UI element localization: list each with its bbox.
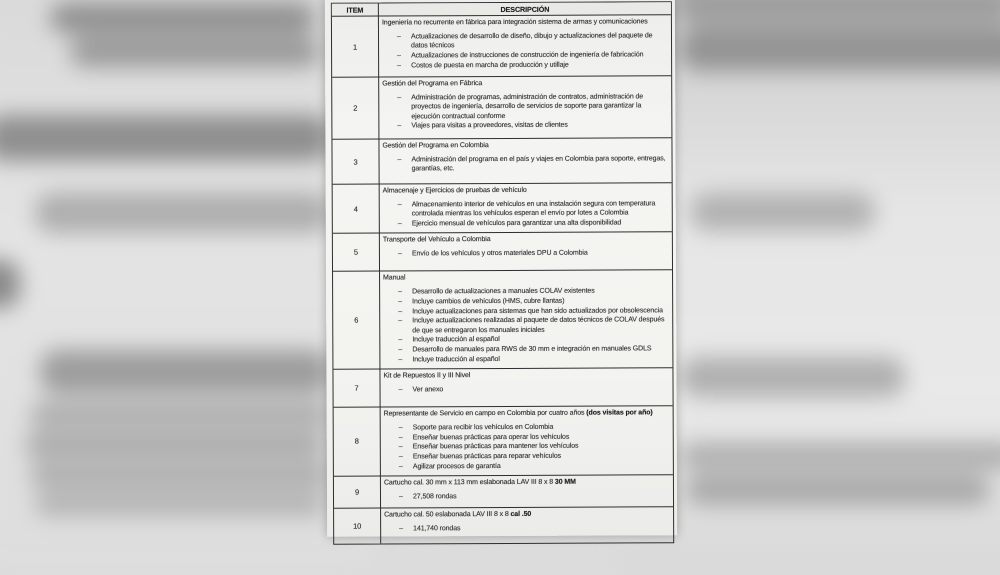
bullet-list	[384, 384, 670, 394]
bullet-item	[382, 50, 668, 60]
blurred-text-smudge	[35, 493, 325, 515]
bullet-dash-icon: –	[398, 288, 402, 296]
row-title: Almacenaje y Ejercicios de pruebas de vehículo	[382, 187, 527, 195]
bullet-item	[382, 31, 668, 51]
row-title: Transporte del Vehículo a Colombia	[382, 236, 491, 244]
description-cell	[380, 270, 672, 368]
bullet-item	[384, 491, 670, 501]
items-table	[331, 1, 674, 544]
blurred-text-smudge	[40, 350, 330, 394]
description-cell	[380, 183, 672, 232]
bullet-list	[383, 154, 669, 174]
bullet-list	[384, 422, 670, 472]
bullet-text: Actualizaciones de desarrollo de diseño, dibujo y actualizaciones del paquete de datos técnicos	[410, 32, 653, 50]
item-number-cell: 4	[333, 185, 380, 233]
blurred-text-smudge	[680, 27, 1000, 71]
bullet-item	[383, 199, 669, 219]
bullet-dash-icon: –	[397, 250, 402, 258]
description-cell	[379, 138, 671, 183]
bullet-text: Incluye actualizaciones para sistemas que han sido actualizados por obsolescencia	[412, 306, 663, 315]
bullet-dash-icon: –	[397, 52, 401, 60]
bullet-item	[384, 442, 670, 452]
bullet-dash-icon: –	[398, 336, 403, 344]
row-title: Gestión del Programa en Colombia	[382, 142, 489, 150]
blurred-text-smudge	[0, 115, 330, 161]
description-cell	[381, 475, 673, 507]
item-number-cell: 6	[333, 272, 380, 369]
blurred-text-smudge	[35, 193, 330, 233]
bullet-item	[383, 335, 669, 345]
bullet-text: Viajes para visitas a proveedores, visitas de clientes	[411, 122, 568, 130]
bullet-dash-icon: –	[397, 94, 402, 102]
blurred-text-smudge	[680, 443, 1000, 469]
bullet-item	[382, 60, 668, 70]
bullet-text: Incluye cambios de vehículos (HMS, cubre llantas)	[412, 297, 565, 306]
description-cell	[379, 15, 671, 76]
item-number-cell: 2	[332, 78, 379, 139]
bullet-text: Enseñar buenas prácticas para operar los vehículos	[412, 433, 570, 441]
bullet-text: Actualizaciones de instrucciones de construcción de ingeniería de fabricación	[411, 51, 644, 60]
bullet-dash-icon: –	[397, 156, 402, 164]
blurred-text-smudge	[680, 357, 905, 397]
table-row	[334, 475, 673, 508]
bullet-dash-icon: –	[397, 220, 402, 228]
bullet-item	[384, 422, 670, 432]
bullet-item	[384, 432, 670, 442]
blurred-text-smudge	[50, 3, 315, 33]
item-number-cell: 8	[334, 407, 381, 475]
description-cell	[381, 406, 673, 475]
row-title: Cartucho cal. 50 eslabonada LAV III 8 x 8 cal .50	[384, 510, 532, 519]
bullet-text: Envío de los vehículos y otros materiales DPU a Colombia	[411, 249, 588, 258]
row-title: Representante de Servicio en campo en Colombia por cuatro años (dos visitas por año)	[383, 409, 653, 418]
bullet-dash-icon: –	[398, 317, 403, 325]
row-title: Kit de Repuestos II y III Nivel	[383, 371, 471, 380]
blurred-text-smudge	[25, 433, 325, 457]
table-row	[334, 406, 673, 476]
row-title-bold: cal .50	[508, 510, 532, 518]
row-title: Gestión del Programa en Fábrica	[382, 80, 483, 88]
bullet-dash-icon: –	[398, 443, 403, 451]
bullet-dash-icon: –	[398, 463, 403, 471]
bullet-item	[383, 316, 669, 336]
bullet-item	[383, 344, 669, 354]
bullet-item	[383, 354, 669, 364]
bullet-dash-icon: –	[398, 424, 403, 432]
table-row	[332, 15, 671, 77]
bullet-list	[382, 31, 668, 70]
blurred-text-smudge	[685, 475, 990, 505]
table-row	[334, 507, 673, 543]
bullet-text: Enseñar buenas prácticas para reparar vehículos	[412, 452, 562, 461]
table-row	[333, 183, 672, 233]
bullet-item	[384, 461, 670, 471]
bullet-text: Administración del programa en el país y viajes en Colombia para soporte, entregas, garantías, etc.	[411, 155, 666, 173]
bullet-item	[383, 296, 669, 306]
table-row	[332, 76, 671, 139]
description-cell	[381, 507, 673, 543]
bullet-item	[382, 92, 668, 121]
item-number-cell: 9	[334, 476, 381, 507]
bullet-list	[383, 199, 669, 228]
bullet-dash-icon: –	[398, 434, 403, 442]
bullet-item	[384, 523, 670, 533]
bullet-list	[382, 92, 668, 131]
bullet-text: Agilizar procesos de garantía	[412, 462, 501, 471]
bullet-dash-icon: –	[398, 346, 403, 354]
table-rows	[332, 15, 673, 543]
item-number-cell: 10	[334, 508, 381, 543]
table-row	[333, 232, 672, 271]
bullet-text: Ver anexo	[412, 386, 444, 394]
bullet-dash-icon: –	[396, 33, 401, 41]
bullet-text: Incluye traducción al español	[412, 336, 500, 344]
document-sheet	[325, 0, 677, 537]
row-title: Cartucho cal. 30 mm x 113 mm eslabonada LAV III 8 x 8 30 MM	[383, 478, 576, 487]
item-number-cell: 7	[333, 369, 380, 406]
blurred-text-smudge	[690, 193, 875, 231]
bullet-item	[384, 451, 670, 461]
bullet-list	[384, 523, 670, 533]
bullet-text: 27,508 rondas	[412, 492, 457, 501]
header-cell-item: ITEM	[332, 4, 379, 16]
blurred-text-smudge	[70, 37, 320, 67]
bullet-text: Ejercicio mensual de vehículos para garantizar una alta disponibilidad	[411, 219, 622, 228]
bullet-list	[383, 248, 669, 258]
bullet-dash-icon: –	[398, 453, 403, 461]
bullet-text: Costos de puesta en marcha de producción y utillaje	[411, 61, 569, 70]
bullet-item	[383, 218, 669, 228]
row-title: Ingeniería no recurrente en fábrica para integración sistema de armas y comunicaciones	[381, 18, 648, 27]
bullet-text: Desarrollo de actualizaciones a manuales COLAV existentes	[412, 287, 595, 296]
bullet-item	[383, 286, 669, 296]
item-number-cell: 1	[332, 17, 379, 77]
table-row	[333, 270, 672, 369]
bullet-text: 141,740 rondas	[413, 524, 461, 533]
bullet-text: Enseñar buenas prácticas para mantener los vehículos	[412, 443, 579, 451]
row-title: Manual	[383, 274, 406, 282]
bullet-dash-icon: –	[399, 525, 403, 533]
table-row	[332, 138, 671, 184]
item-number-cell: 5	[333, 234, 380, 271]
header-cell-description: DESCRIPCIÓN	[500, 4, 550, 14]
bullet-item	[384, 384, 670, 394]
bullet-dash-icon: –	[398, 356, 403, 364]
bullet-item	[382, 121, 668, 131]
bullet-dash-icon: –	[398, 386, 403, 394]
bullet-dash-icon: –	[398, 493, 403, 501]
bullet-text: Soporte para recibir los vehículos en Colombia	[412, 423, 554, 432]
description-cell	[380, 368, 672, 406]
bullet-text: Incluye traducción al español	[412, 355, 500, 364]
bullet-text: Incluye actualizaciones realizadas al paquete de datos técnicos de COLAV después de que se entregaron los manuales iniciales	[412, 316, 665, 334]
bullet-list	[383, 286, 669, 364]
bullet-text: Desarrollo de manuales para RWS de 30 mm e integración en manuales GDLS	[412, 345, 652, 354]
bullet-item	[383, 306, 669, 316]
item-number-cell: 3	[332, 140, 379, 184]
blurred-text-smudge	[30, 463, 330, 487]
bullet-dash-icon: –	[397, 62, 401, 70]
description-cell	[380, 232, 672, 270]
bullet-dash-icon: –	[398, 298, 402, 306]
bullet-text: Almacenamiento interior de vehículos en una instalación segura con temperatura controlada mientras los vehículos esperan el envío por lotes a Colombia	[411, 200, 656, 218]
blurred-text-smudge	[675, 0, 1000, 23]
bullet-dash-icon: –	[397, 122, 402, 130]
background-tint-left	[0, 0, 375, 575]
blurred-text-smudge	[30, 403, 330, 427]
row-title-bold: 30 MM	[553, 478, 576, 486]
bullet-item	[383, 248, 669, 258]
bullet-item	[383, 154, 669, 174]
bullet-dash-icon: –	[397, 201, 402, 209]
description-cell	[379, 76, 671, 138]
row-title-bold: (dos visitas por año)	[584, 409, 653, 417]
table-row	[333, 368, 672, 407]
bullet-list	[384, 491, 670, 501]
bullet-dash-icon: –	[398, 308, 403, 316]
bullet-text: Administración de programas, administración de contratos, administración de proyectos de ingeniería, desarrollo de servicios de soporte para garantizar la ejecución contractual conforme	[411, 93, 644, 120]
